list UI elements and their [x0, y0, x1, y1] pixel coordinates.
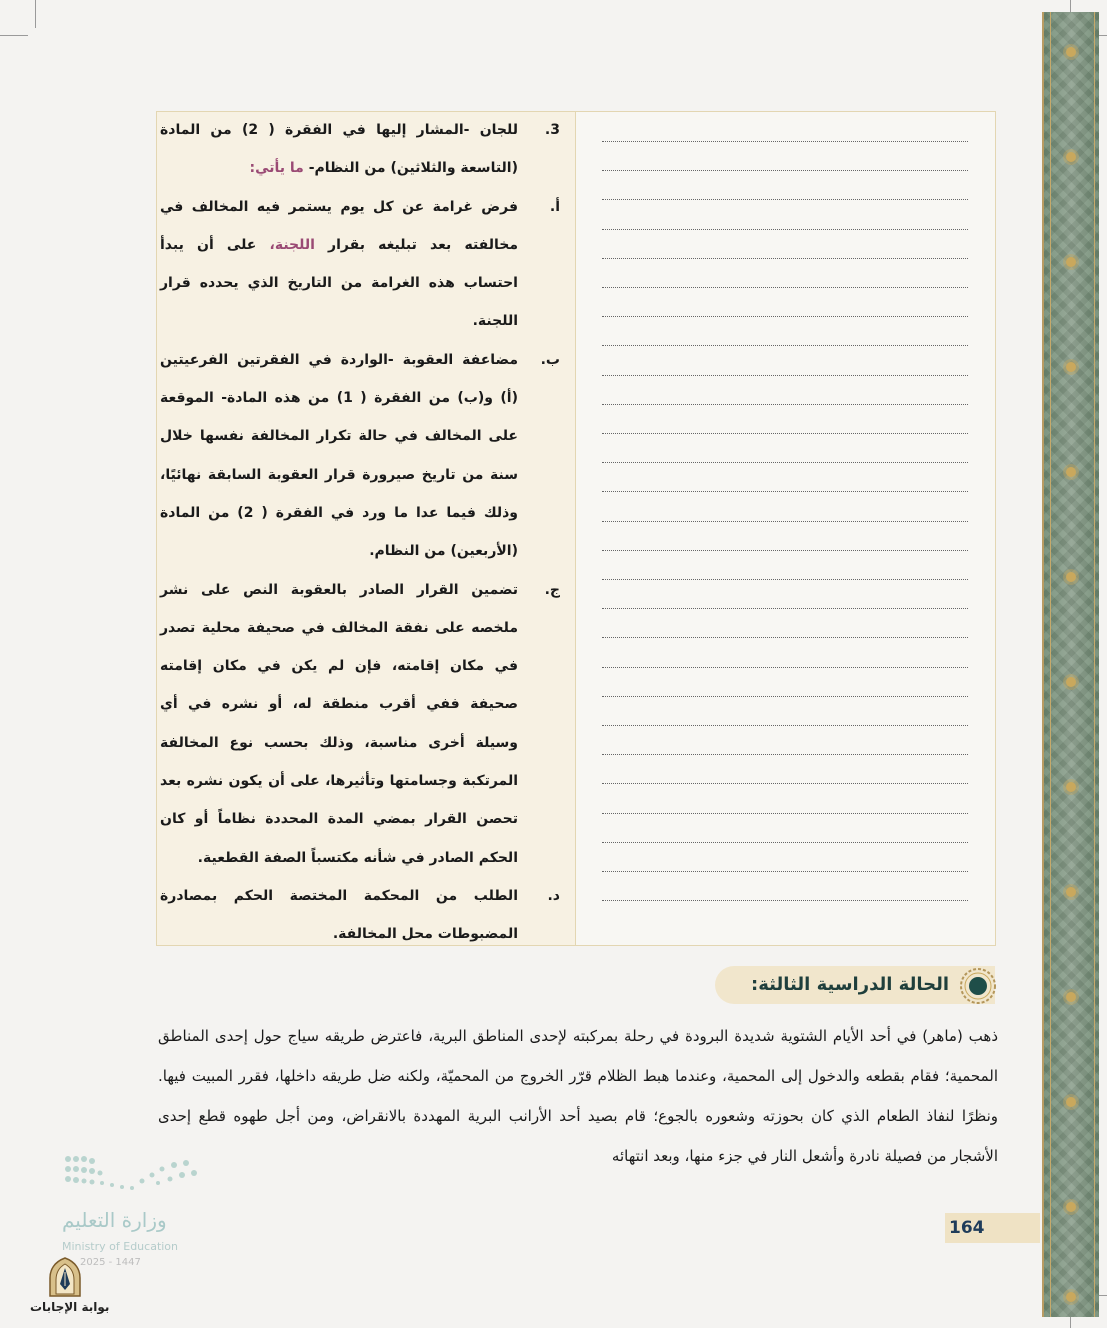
ministry-logo-dots — [62, 1153, 202, 1203]
answer-line — [602, 433, 968, 434]
answer-line — [602, 258, 968, 259]
item-accent: ما يأتي: — [249, 160, 304, 177]
answer-line — [602, 229, 968, 230]
item-text: الطلب من المحكمة المختصة الحكم بمصادرة المضبوطات محل المخالفة. — [160, 887, 518, 943]
item-marker: ج. — [544, 581, 560, 598]
list-item — [160, 571, 560, 877]
crop-mark — [0, 35, 28, 36]
item-marker: د. — [547, 887, 560, 904]
pen-nib-icon — [44, 1256, 86, 1300]
item-text: للجان -المشار إليها في الفقرة ( 2) من المادة (التاسعة والثلاثين) من النظام- — [160, 122, 518, 177]
answer-line — [602, 170, 968, 171]
list-item — [160, 111, 560, 188]
answer-line — [602, 579, 968, 580]
case-study-header — [715, 966, 995, 1004]
answer-line — [602, 725, 968, 726]
answer-line — [602, 462, 968, 463]
answer-line — [602, 491, 968, 492]
item-marker: 3. — [544, 122, 560, 138]
answer-line — [602, 521, 968, 522]
answer-line — [602, 345, 968, 346]
item-text: فرض غرامة عن كل يوم يستمر فيه المخالف في مخالفته بعد تبليغه بقرار — [160, 198, 519, 253]
answer-line — [602, 667, 968, 668]
list-item — [160, 188, 560, 341]
list-item — [160, 877, 560, 954]
ministry-name-arabic: وزارة التعليم — [62, 1208, 167, 1232]
answer-line — [602, 550, 968, 551]
item-accent: اللجنة، — [269, 236, 315, 253]
provisions-text — [160, 111, 560, 954]
item-marker: أ. — [549, 198, 560, 215]
answer-line — [602, 754, 968, 755]
answer-line — [602, 141, 968, 142]
portal-label: بوابة الإجابات — [30, 1300, 110, 1314]
answer-line — [602, 842, 968, 843]
ministry-name-english: Ministry of Education — [62, 1240, 179, 1253]
page-number: 164 — [949, 1218, 985, 1238]
decorative-border — [1042, 12, 1099, 1317]
answer-line — [602, 608, 968, 609]
case-study-paragraph: ذهب (ماهر) في أحد الأيام الشتوية شديدة البرودة في رحلة بمركبته لإحدى المناطق البرية، فاعترض طريقه سياج حول إحدى المناطق المحمية؛ فقام بقطعه والدخول إلى المحمية، وعندما هبط الظلام قرّر الخروج من المحميّة، ولكنه ضل طريقه داخلها، فقرر المبيت فيها. ونظرًا لنفاذ الطعام الذي كان بحوزته وشعوره بالجوع؛ قام بصيد أحد الأرانب البرية المهددة بالانقراض، ومن أجل طهوه قطع إحدى الأشجار من فصيلة نادرة وأشعل النار في جزء منها، وبعد انتهائه — [158, 1027, 998, 1165]
item-text: مضاعفة العقوبة -الواردة في الفقرتين الفرعيتين (أ) و(ب) من الفقرة ( 1) من هذه المادة- الموقعة على المخالف في حالة تكرار المخالفة نفسها خلال سنة من تاريخ صيرورة قرار العقوبة السابقة نهائيًا، وذلك فيما عدا ما ورد في الفقرة ( 2) من المادة (الأربعين) من النظام. — [160, 351, 518, 560]
ministry-year: 2025 - 1447 — [80, 1257, 141, 1268]
answer-line — [602, 871, 968, 872]
answer-line — [602, 900, 968, 901]
list-item — [160, 341, 560, 571]
medal-icon — [957, 966, 999, 1006]
answer-line — [602, 199, 968, 200]
answer-line — [602, 813, 968, 814]
case-study-title: الحالة الدراسية الثالثة: — [751, 974, 949, 995]
answer-line — [602, 783, 968, 784]
item-text: على أن يبدأ احتساب هذه الغرامة من التاريخ الذي يحدده قرار اللجنة. — [160, 236, 518, 330]
answer-line — [602, 696, 968, 697]
answer-line — [602, 316, 968, 317]
answer-line — [602, 404, 968, 405]
crop-mark — [35, 0, 36, 28]
answer-line — [602, 375, 968, 376]
answer-line — [602, 637, 968, 638]
item-marker: ب. — [540, 351, 560, 368]
item-text: تضمين القرار الصادر بالعقوبة النص على نشر ملخصه على نفقة المخالف في صحيفة محلية تصدر في مكان إقامته، فإن لم يكن في مكان إقامته صحيفة ففي أقرب منطقة له، أو نشره في أي وسيلة أخرى مناسبة، وذلك بحسب نوع المخالفة المرتكبة وجسامتها وتأثيرها، على أن يكون نشره بعد تحصن القرار بمضي المدة المحددة نظاماً أو كان الحكم الصادر في شأنه مكتسباً الصفة القطعية. — [160, 581, 518, 866]
answer-line — [602, 287, 968, 288]
